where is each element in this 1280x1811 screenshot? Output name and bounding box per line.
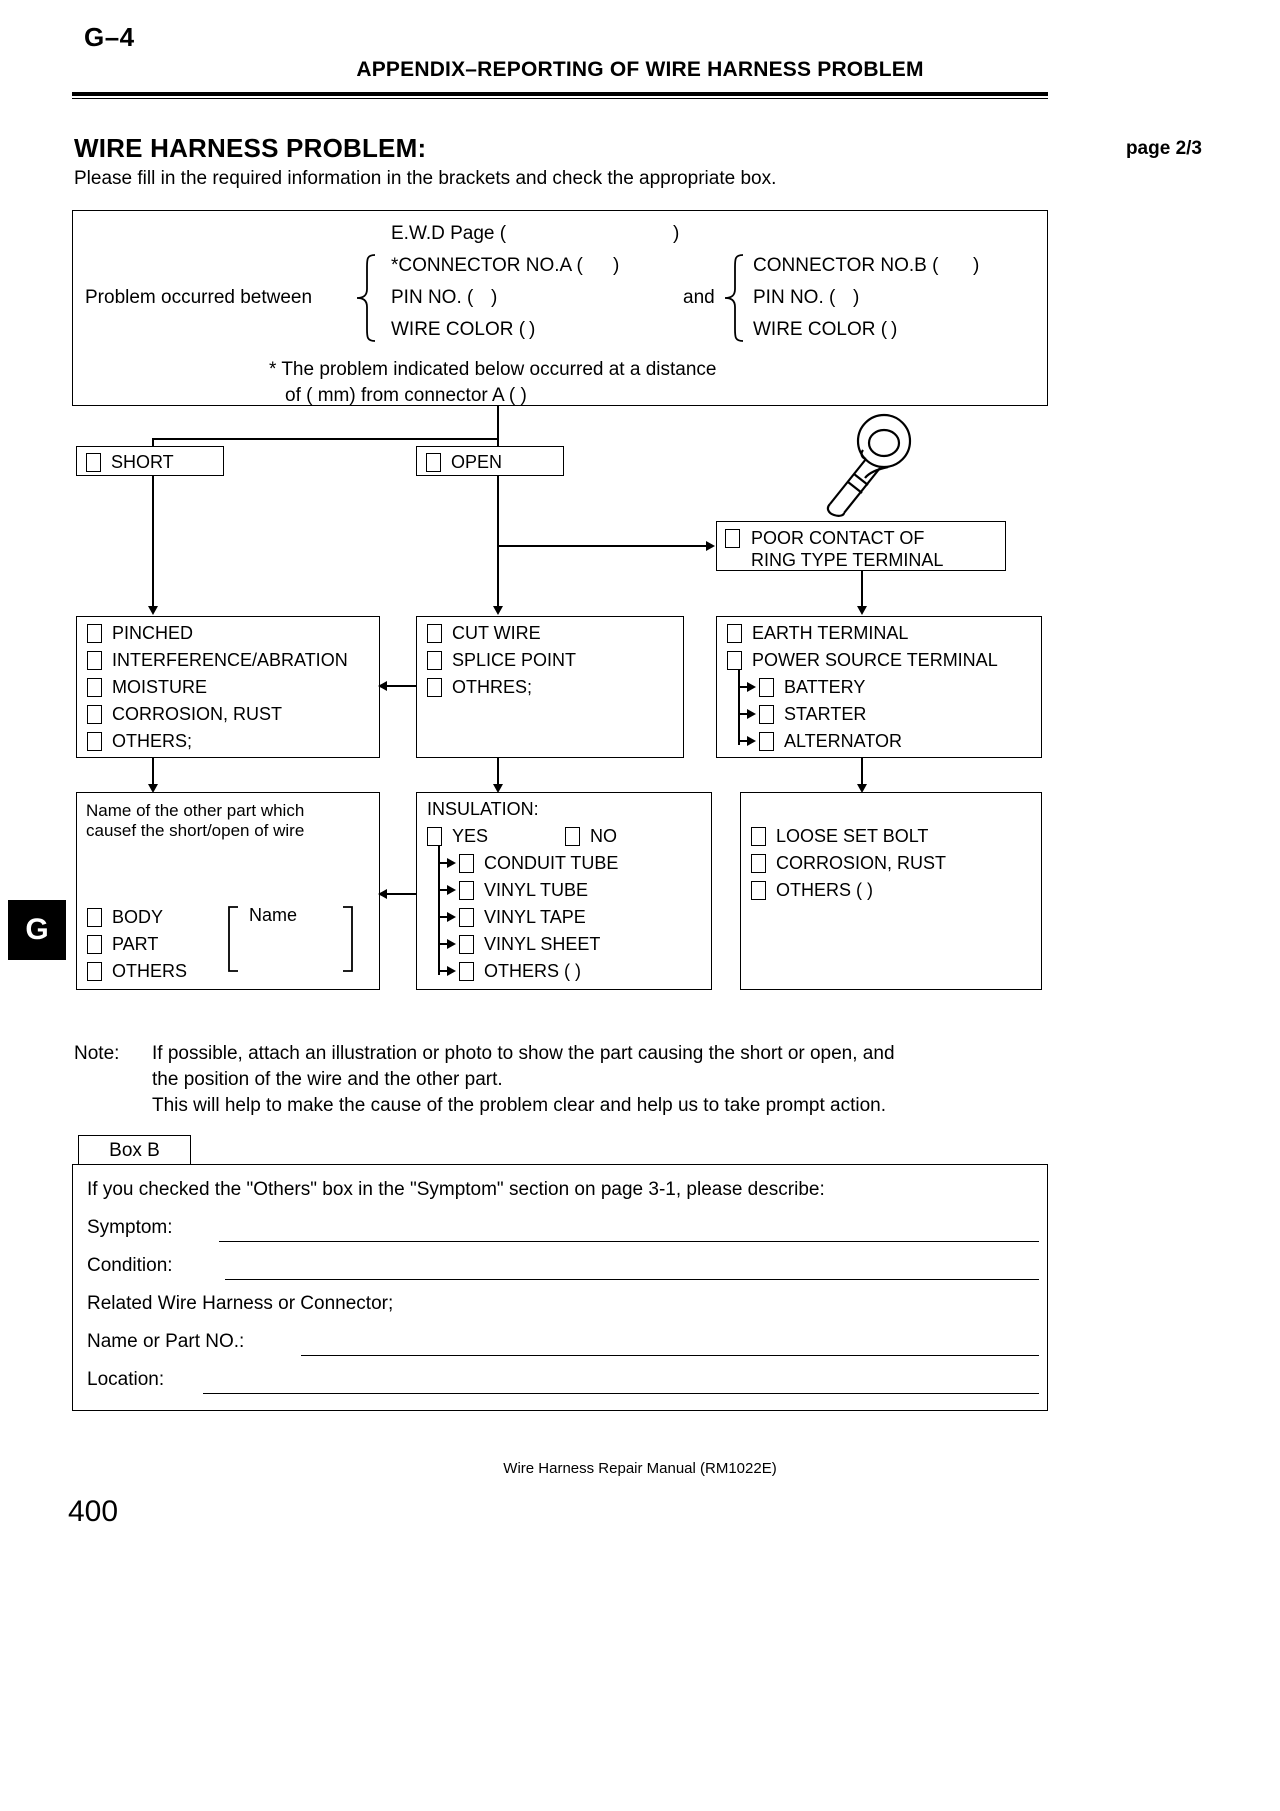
connector-a-label: *CONNECTOR NO.A ( [391, 255, 583, 276]
section-tab-letter: G [25, 913, 49, 946]
ring-type-terminal-illustration [808, 412, 918, 525]
name-bracket-left [224, 905, 240, 978]
power-source-terminal-checkbox[interactable] [727, 651, 742, 670]
page-folio-top: G–4 [84, 22, 135, 52]
symptom-input[interactable] [219, 1241, 1039, 1242]
battery-checkbox[interactable] [759, 678, 774, 697]
insulation-no-checkbox[interactable] [565, 827, 580, 846]
moisture-checkbox[interactable] [87, 678, 102, 697]
cut-wire-checkbox[interactable] [427, 624, 442, 643]
location-label: Location: [87, 1369, 165, 1390]
wire-color-b-close-paren: ) [891, 319, 898, 340]
flow-arrow-open-to-short-causes [378, 681, 387, 691]
and-conjunction: and [683, 287, 715, 308]
short-others-label: OTHERS; [112, 731, 193, 751]
flow-line-ring-to-terminal [861, 571, 863, 608]
distance-note-line-1: * The problem indicated below occurred at a distance [269, 359, 717, 380]
location-input[interactable] [203, 1393, 1039, 1394]
loose-set-bolt-label: LOOSE SET BOLT [776, 826, 929, 846]
ewd-page-close-paren: ) [673, 223, 680, 244]
related-harness-label: Related Wire Harness or Connector; [87, 1293, 394, 1314]
ewd-page-label: E.W.D Page ( [391, 223, 507, 244]
loose-set-bolt-checkbox[interactable] [751, 827, 766, 846]
condition-label: Condition: [87, 1255, 173, 1276]
starter-checkbox[interactable] [759, 705, 774, 724]
problem-location-box [72, 210, 1048, 406]
insulation-yes-label: YES [452, 826, 489, 846]
flow-line-open-to-causes [497, 545, 499, 608]
distance-note-line-2: of ( mm) from connector A ( ) [285, 385, 527, 406]
terminal-corrosion-rust-label: CORROSION, RUST [776, 853, 947, 873]
other-part-caption-line-1: Name of the other part which [86, 801, 305, 820]
battery-label: BATTERY [784, 677, 866, 697]
short-checkbox[interactable] [86, 453, 101, 472]
poor-contact-checkbox[interactable] [725, 529, 740, 548]
earth-terminal-checkbox[interactable] [727, 624, 742, 643]
pinched-label: PINCHED [112, 623, 194, 643]
terminal-sub-arrow-starter [747, 709, 756, 719]
flow-arrow-insulation-to-other-part [378, 889, 387, 899]
poor-contact-label-line-2: RING TYPE TERMINAL [751, 550, 944, 570]
flow-line-to-other-part [152, 758, 154, 786]
page-title: WIRE HARNESS PROBLEM: [74, 133, 427, 163]
connector-b-close-paren: ) [973, 255, 980, 276]
running-head: APPENDIX–REPORTING OF WIRE HARNESS PROBLEM [356, 58, 924, 81]
pin-b-label: PIN NO. ( [753, 287, 836, 308]
terminal-corrosion-rust-checkbox[interactable] [751, 854, 766, 873]
insulation-sub-arrow-others [447, 966, 456, 976]
flow-arrow-ring-terminal [706, 541, 715, 551]
name-field-label: Name [249, 905, 298, 925]
flow-line-root [497, 406, 499, 440]
section-tab-g [8, 900, 66, 960]
cut-wire-label: CUT WIRE [452, 623, 541, 643]
corrosion-rust-checkbox[interactable] [87, 705, 102, 724]
box-b-tab [78, 1135, 191, 1165]
note-label: Note: [74, 1043, 120, 1064]
wire-color-a-close-paren: ) [529, 319, 536, 340]
page-count-label: page 2/3 [1125, 138, 1202, 159]
alternator-checkbox[interactable] [759, 732, 774, 751]
pinched-checkbox[interactable] [87, 624, 102, 643]
part-label: PART [112, 934, 159, 954]
flow-line-short-to-causes [152, 476, 154, 608]
name-bracket-right [341, 905, 357, 978]
insulation-others-checkbox[interactable] [459, 962, 474, 981]
vinyl-tube-label: VINYL TUBE [484, 880, 589, 900]
power-source-terminal-label: POWER SOURCE TERMINAL [752, 650, 998, 670]
insulation-box [416, 792, 712, 990]
insulation-sub-arrow-vinyl-tape [447, 912, 456, 922]
splice-point-checkbox[interactable] [427, 651, 442, 670]
header-rule [72, 92, 1048, 99]
connector-b-label: CONNECTOR NO.B ( [753, 255, 939, 276]
terminal-sub-spine [738, 669, 740, 745]
flow-line-to-terminal-faults [861, 758, 863, 786]
name-or-part-no-input[interactable] [301, 1355, 1039, 1356]
wire-color-b-label: WIRE COLOR ( [753, 319, 888, 340]
pin-b-close-paren: ) [853, 287, 860, 308]
flow-line-to-ring-terminal [497, 545, 713, 547]
note-line-1: If possible, attach an illustration or photo to show the part causing the short or open, and [152, 1043, 895, 1064]
box-b-panel [72, 1164, 1048, 1411]
insulation-heading: INSULATION: [427, 799, 539, 819]
wire-color-a-label: WIRE COLOR ( [391, 319, 526, 340]
symptom-label: Symptom: [87, 1217, 173, 1238]
terminal-others-checkbox[interactable] [751, 881, 766, 900]
flow-line-to-insulation [497, 758, 499, 786]
insulation-others-label: OTHERS ( ) [484, 961, 581, 981]
insulation-yes-checkbox[interactable] [427, 827, 442, 846]
insulation-sub-arrow-vinyl-sheet [447, 939, 456, 949]
insulation-no-label: NO [590, 826, 617, 846]
pin-a-close-paren: ) [491, 287, 498, 308]
open-label: OPEN [451, 452, 503, 472]
open-others-checkbox[interactable] [427, 678, 442, 697]
box-b-instruction: If you checked the "Others" box in the "Symptom" section on page 3-1, please describe: [87, 1179, 825, 1200]
poor-contact-ring-terminal-box[interactable] [716, 521, 1006, 571]
footer-source: Wire Harness Repair Manual (RM1022E) [503, 1460, 777, 1477]
flow-arrow-open-causes [493, 606, 503, 615]
other-part-caption-line-2: causef the short/open of wire [86, 821, 305, 840]
open-others-label: OTHRES; [452, 677, 533, 697]
connector-a-close-paren: ) [613, 255, 620, 276]
open-checkbox-box[interactable] [416, 446, 564, 476]
flow-line-open-to-short-causes [386, 685, 416, 687]
vinyl-tube-checkbox[interactable] [459, 881, 474, 900]
terminal-faults-box [740, 792, 1042, 990]
insulation-sub-arrow-vinyl-tube [447, 885, 456, 895]
open-causes-box [416, 616, 684, 758]
flow-arrow-terminal-causes [857, 606, 867, 615]
name-or-part-no-label: Name or Part NO.: [87, 1331, 245, 1352]
body-label: BODY [112, 907, 164, 927]
note-line-3: This will help to make the cause of the problem clear and help us to take prompt action. [152, 1095, 887, 1116]
vinyl-tape-label: VINYL TAPE [484, 907, 586, 927]
vinyl-sheet-checkbox[interactable] [459, 935, 474, 954]
flow-line-insulation-to-other-part [386, 893, 416, 895]
page-subtitle: Please fill in the required information in the brackets and check the appropriate box. [74, 168, 777, 189]
right-group-brace [721, 253, 747, 348]
other-part-box [76, 792, 380, 990]
alternator-label: ALTERNATOR [784, 731, 903, 751]
body-checkbox[interactable] [87, 908, 102, 927]
open-checkbox[interactable] [426, 453, 441, 472]
flow-line-to-short [152, 438, 499, 440]
short-label: SHORT [111, 452, 174, 472]
terminal-sub-arrow-alternator [747, 736, 756, 746]
conduit-tube-checkbox[interactable] [459, 854, 474, 873]
earth-terminal-label: EARTH TERMINAL [752, 623, 909, 643]
page-number-bottom: 400 [68, 1495, 119, 1528]
insulation-sub-spine [438, 845, 440, 975]
short-others-checkbox[interactable] [87, 732, 102, 751]
short-causes-box [76, 616, 380, 758]
left-group-brace [353, 253, 379, 348]
other-part-others-label: OTHERS [112, 961, 188, 981]
problem-between-label: Problem occurred between [85, 287, 313, 308]
corrosion-rust-label: CORROSION, RUST [112, 704, 283, 724]
conduit-tube-label: CONDUIT TUBE [484, 853, 619, 873]
interference-abration-label: INTERFERENCE/ABRATION [112, 650, 348, 670]
vinyl-tape-checkbox[interactable] [459, 908, 474, 927]
part-checkbox[interactable] [87, 935, 102, 954]
interference-abration-checkbox[interactable] [87, 651, 102, 670]
poor-contact-label-line-1: POOR CONTACT OF [751, 528, 925, 548]
moisture-label: MOISTURE [112, 677, 208, 697]
pin-a-label: PIN NO. ( [391, 287, 474, 308]
note-line-2: the position of the wire and the other part. [152, 1069, 503, 1090]
box-b-tab-label: Box B [109, 1139, 160, 1161]
terminal-causes-box [716, 616, 1042, 758]
vinyl-sheet-label: VINYL SHEET [484, 934, 601, 954]
splice-point-label: SPLICE POINT [452, 650, 577, 670]
terminal-others-label: OTHERS ( ) [776, 880, 873, 900]
flow-arrow-short-causes [148, 606, 158, 615]
flow-line-open-down [497, 476, 499, 546]
starter-label: STARTER [784, 704, 867, 724]
other-part-others-checkbox[interactable] [87, 962, 102, 981]
insulation-sub-arrow-conduit [447, 858, 456, 868]
terminal-sub-arrow-battery [747, 682, 756, 692]
condition-input[interactable] [225, 1279, 1039, 1280]
short-checkbox-box[interactable] [76, 446, 224, 476]
